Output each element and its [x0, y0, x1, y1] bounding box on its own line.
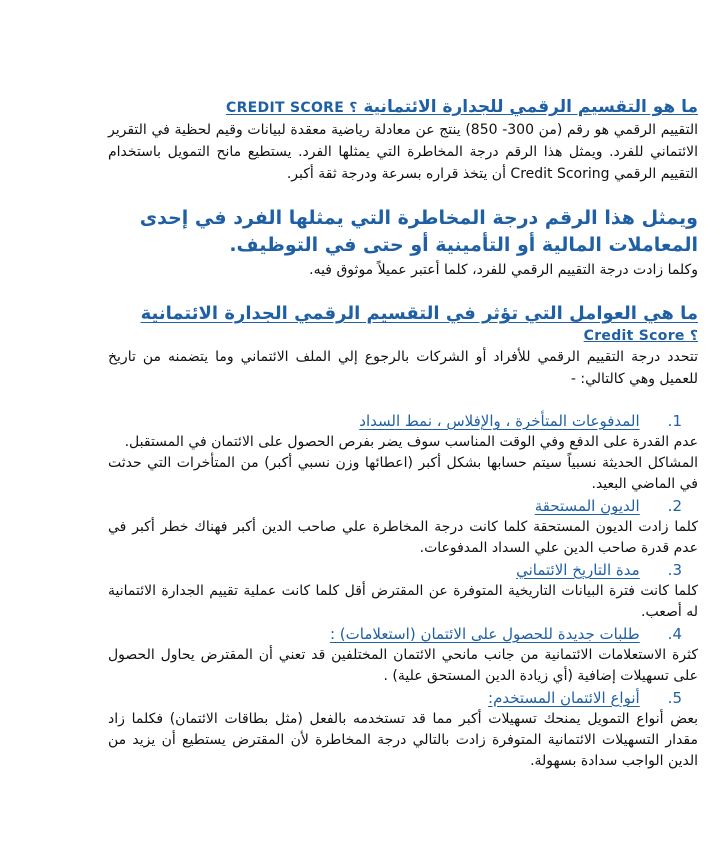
factor-heading [108, 559, 698, 581]
factor-item-5 [108, 687, 698, 772]
factor-item-1 [108, 410, 698, 495]
factor-number: 5. [667, 689, 682, 707]
section1-paragraph: التقييم الرقمي هو رقم (من 300- 850) ينتج عن معادلة رياضية معقدة لبيانات وقيم لحظية في التقرير الائتماني للفرد. ويمثل هذا الرقم درجة المخاطرة التي يمثلها الفرد. يستطيع مانح التمويل باستخدام التقييم الرقمي Credit Scoring أن يتخذ قراره بسرعة ودرجة ثقة أكبر. [108, 122, 698, 182]
section1-heading-english: CREDIT SCORE ؟ [226, 100, 358, 116]
factor-number: 2. [667, 497, 682, 515]
factor-title: مدة التاريخ الائتماني [516, 561, 640, 579]
factor-title: أنواع الائتمان المستخدم: [488, 689, 640, 707]
section1-heading-arabic: ما هو التقسيم الرقمي للجدارة الائتمانية [363, 97, 698, 117]
document-body [108, 96, 698, 772]
factor-paragraph: المشاكل الحديثة نسبياً سيتم حسابها بشكل أكبر (اعطائها وزن نسبي أكبر) من المتأخرات التي حدثت في الماضي البعيد. [108, 455, 698, 492]
factor-number: 4. [667, 625, 682, 643]
factor-heading [108, 410, 698, 432]
factor-paragraph: بعض أنواع التمويل يمنحك تسهيلات أكبر مما قد تستخدمه بالفعل (مثل بطاقات الائتمان) فكلما زاد مقدار التسهيلات الائتمانية المتوفرة زادت بالتالي درجة المخاطرة لأن المقترض يستطيع أن يزيد من الدين الواجب سدادة بسهولة. [108, 711, 698, 769]
section2-paragraph: وكلما زادت درجة التقييم الرقمي للفرد، كلما أعتبر عميلاً موثوق فيه. [309, 262, 698, 278]
factor-item-3 [108, 559, 698, 623]
factor-heading [108, 623, 698, 645]
factor-number: 3. [667, 561, 682, 579]
factor-item-2 [108, 495, 698, 559]
factor-paragraph: كلما كانت فترة البيانات التاريخية المتوفرة عن المقترض أقل كلما كانت عملية تقييم الجدارة الائتمانية له أصعب. [108, 583, 698, 620]
factor-title: الديون المستحقة [534, 497, 640, 515]
factor-heading [108, 495, 698, 517]
factor-item-4 [108, 623, 698, 687]
section2-highlight: ويمثل هذا الرقم درجة المخاطرة التي يمثلها الفرد في إحدى المعاملات المالية أو التأمينية أو حتى في التوظيف. [139, 207, 698, 256]
section3-heading-english-text: Credit Score ؟ [583, 328, 698, 344]
section1-heading [108, 96, 698, 119]
section3-heading-english [108, 326, 698, 346]
section3-heading: ما هي العوامل التي تؤثر في التقسيم الرقمي الجدارة الائتمانية [140, 303, 698, 324]
factor-paragraph: عدم القدرة على الدفع وفي الوقت المناسب سوف يضر بفرص الحصول على الائتمان في المستقبل. [124, 434, 698, 450]
factor-title: المدفوعات المتأخرة ، والإفلاس ، نمط السداد [359, 412, 640, 430]
factor-paragraph: كلما زادت الديون المستحقة كلما كانت درجة المخاطرة علي صاحب الدين أكبر فهناك خطر أكبر في عدم قدرة صاحب الدين علي السداد المدفوعات. [108, 519, 698, 556]
factor-heading [108, 687, 698, 709]
factor-title: طلبات جديدة للحصول على الائتمان (استعلامات) : [329, 625, 640, 643]
factor-paragraph: كثرة الاستعلامات الائتمانية من جانب مانحي الائتمان المختلفين قد تعني أن المقترض يحاول الحصول على تسهيلات إضافية (أي زيادة الدين المستحق علية) . [108, 647, 698, 684]
factor-number: 1. [667, 412, 682, 430]
section3-intro: تتحدد درجة التقييم الرقمي للأفراد أو الشركات بالرجوع إلي الملف الائتماني وما يتضمنه من تاريخ للعميل وهي كالتالي: - [108, 349, 698, 387]
